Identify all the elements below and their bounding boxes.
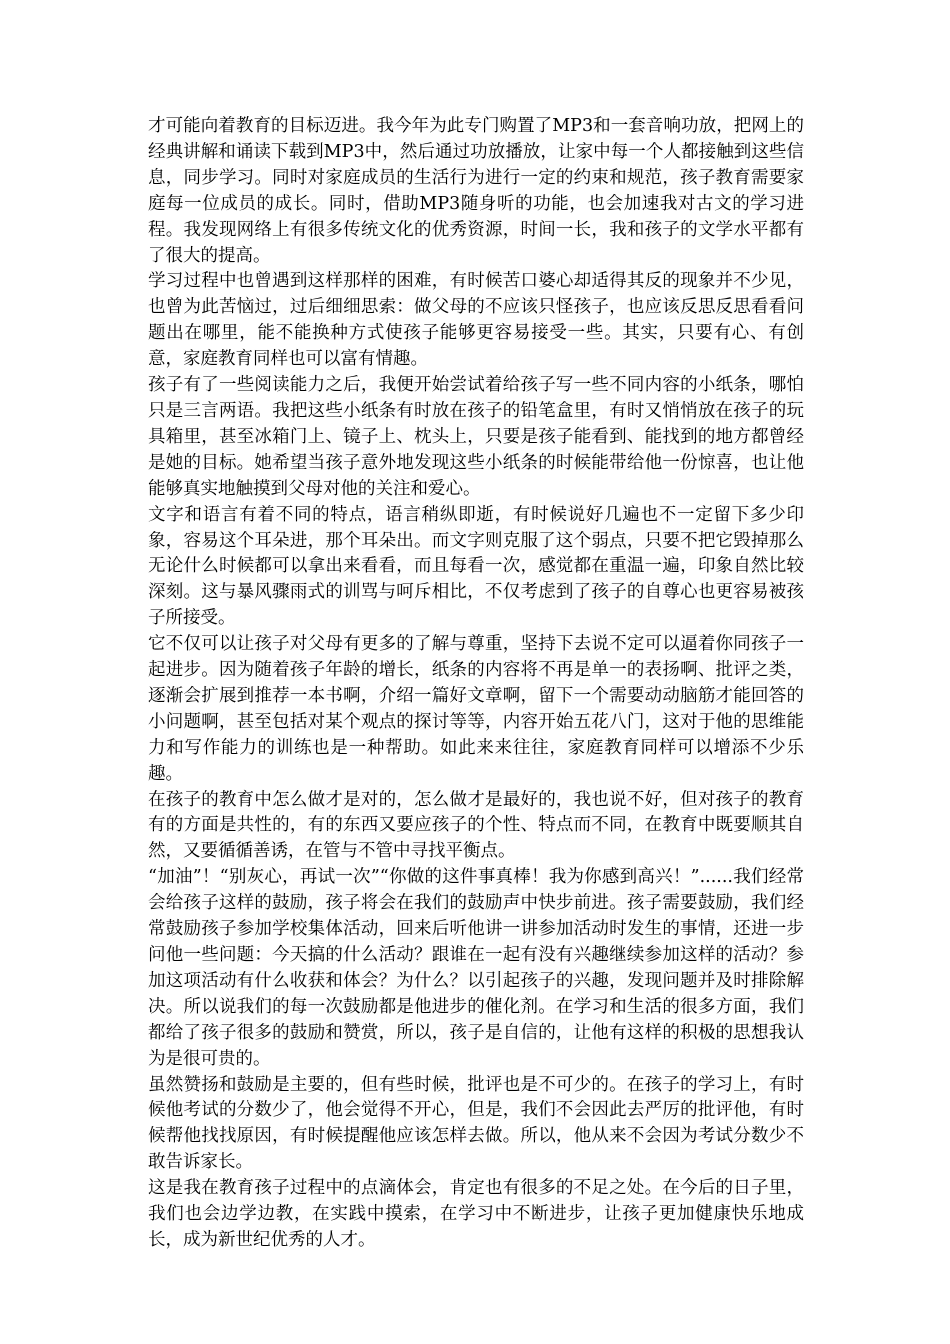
paragraph-6: 在孩子的教育中怎么做才是对的，怎么做才是最好的，我也说不好，但对孩子的教育有的方面是共性的，有的东西又要应孩子的个性、特点而不同，在教育中既要顺其自然，又要循循善诱，在管与不管中寻找平衡点。 xyxy=(148,789,804,862)
paragraph-8: 虽然赞扬和鼓励是主要的，但有些时候，批评也是不可少的。在孩子的学习上，有时候他考试的分数少了，他会觉得不开心，但是，我们不会因此去严厉的批评他，有时候帮他找找原因，有时候提醒他应该怎样去做。所以，他从来不会因为考试分数少不敢告诉家长。 xyxy=(148,1074,804,1173)
paragraph-5: 它不仅可以让孩子对父母有更多的了解与尊重，坚持下去说不定可以逼着你同孩子一起进步。因为随着孩子年龄的增长，纸条的内容将不再是单一的表扬啊、批评之类，逐渐会扩展到推荐一本书啊，介绍一篇好文章啊，留下一个需要动动脑筋才能回答的小问题啊，甚至包括对某个观点的探讨等等，内容开始五花八门，这对于他的思维能力和写作能力的训练也是一种帮助。如此来来往往，家庭教育同样可以增添不少乐趣。 xyxy=(148,634,804,784)
paragraph-7: “加油”！“别灰心，再试一次”“你做的这件事真棒！我为你感到高兴！”......我们经常会给孩子这样的鼓励，孩子将会在我们的鼓励声中快步前进。孩子需要鼓励，我们经常鼓励孩子参加学校集体活动，回来后听他讲一讲参加活动时发生的事情，还进一步问他一些问题：今天搞的什么活动？跟谁在一起有没有兴趣继续参加这样的活动？参加这项活动有什么收获和体会？为什么？以引起孩子的兴趣，发现问题并及时排除解决。所以说我们的每一次鼓励都是他进步的催化剂。在学习和生活的很多方面，我们都给了孩子很多的鼓励和赞赏，所以，孩子是自信的，让他有这样的积极的思想我认为是很可贵的。 xyxy=(148,867,804,1069)
paragraph-4: 文字和语言有着不同的特点，语言稍纵即逝，有时候说好几遍也不一定留下多少印象，容易这个耳朵进，那个耳朵出。而文字则克服了这个弱点，只要不把它毁掉那么无论什么时候都可以拿出来看看，而且每看一次，感觉都在重温一遍，印象自然比较深刻。这与暴风骤雨式的训骂与呵斥相比，不仅考虑到了孩子的自尊心也更容易被孩子所接受。 xyxy=(148,504,804,629)
paragraph-2: 学习过程中也曾遇到这样那样的困难，有时候苦口婆心却适得其反的现象并不少见，也曾为此苦恼过，过后细细思索：做父母的不应该只怪孩子，也应该反思反思看看问题出在哪里，能不能换种方式使孩子能够更容易接受一些。其实，只要有心、有创意，家庭教育同样也可以富有情趣。 xyxy=(148,271,804,370)
paragraph-3: 孩子有了一些阅读能力之后，我便开始尝试着给孩子写一些不同内容的小纸条，哪怕只是三言两语。我把这些小纸条有时放在孩子的铅笔盒里，有时又悄悄放在孩子的玩具箱里，甚至冰箱门上、镜子上、枕头上，只要是孩子能看到、能找到的地方都曾经是她的目标。她希望当孩子意外地发现这些小纸条的时候能带给他一份惊喜，也让他能够真实地触摸到父母对他的关注和爱心。 xyxy=(148,375,804,499)
paragraph-1: 才可能向着教育的目标迈进。我今年为此专门购置了MP3和一套音响功放，把网上的经典讲解和诵读下载到MP3中，然后通过功放播放，让家中每一个人都接触到这些信息，同步学习。同时对家庭成员的生活行为进行一定的约束和规范，孩子教育需要家庭每一位成员的成长。同时，借助MP3随身听的功能，也会加速我对古文的学习进程。我发现网络上有很多传统文化的优秀资源，时间一长，我和孩子的文学水平都有了很大的提高。 xyxy=(148,116,804,266)
paragraph-9: 这是我在教育孩子过程中的点滴体会，肯定也有很多的不足之处。在今后的日子里，我们也会边学边教，在实践中摸索，在学习中不断进步，让孩子更加健康快乐地成长，成为新世纪优秀的人才。 xyxy=(148,1178,804,1250)
document-body xyxy=(148,114,804,1254)
